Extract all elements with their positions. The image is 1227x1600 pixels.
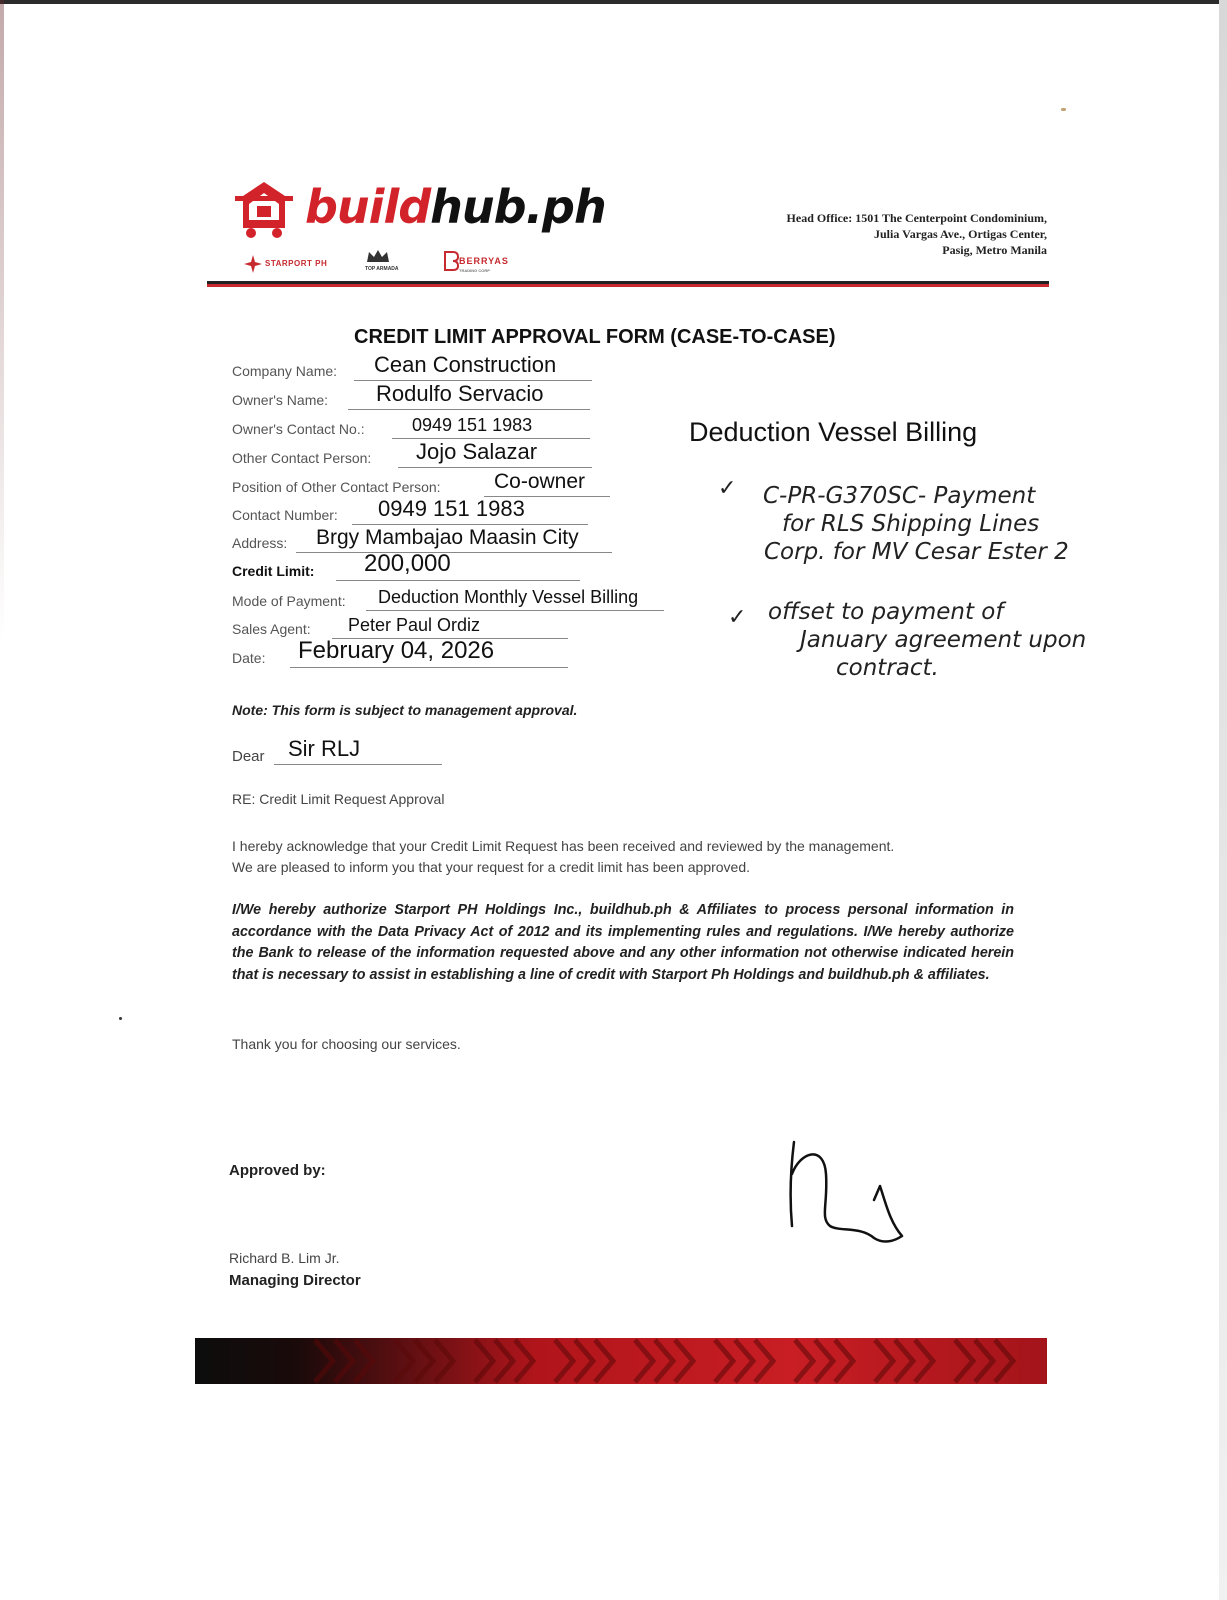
field-label: Position of Other Contact Person: xyxy=(232,479,441,495)
field-underline xyxy=(336,580,580,581)
signatory-title: Managing Director xyxy=(229,1272,361,1289)
paragraph-line: I hereby acknowledge that your Credit Limit Request has been received and reviewed by the management. xyxy=(232,838,895,854)
field-label: Company Name: xyxy=(232,363,338,379)
field-label: Date: xyxy=(232,650,266,666)
head-office-line: Pasig, Metro Manila xyxy=(942,243,1047,257)
field-value: 0949 151 1983 xyxy=(412,415,533,435)
approved-by-label: Approved by: xyxy=(229,1162,326,1179)
starport-text: STARPORT PH xyxy=(265,259,328,268)
field-credit-limit xyxy=(232,550,580,581)
data-privacy-authorization: I/We hereby authorize Starport PH Holdings Inc., buildhub.ph & Affiliates to process personal information in accordance with the Data Privacy Act of 2012 and its implementing rules and regulations. I/We hereby authorize the Bank to release of the information requested above and any other information not otherwise indicated herein that is necessary to assist in establishing a line of credit with Starport Ph Holdings and buildhub.ph & affiliates. xyxy=(232,902,1014,983)
field-label: Owner's Contact No.: xyxy=(232,421,365,437)
acknowledgement-paragraph xyxy=(232,836,1012,878)
field-label: Mode of Payment: xyxy=(232,593,346,609)
scan-top-edge xyxy=(0,0,1227,4)
field-value: Jojo Salazar xyxy=(416,439,538,464)
field-underline xyxy=(398,467,592,468)
handwritten-line: January agreement upon xyxy=(800,627,1087,653)
field-label: Sales Agent: xyxy=(232,621,311,637)
field-underline xyxy=(290,667,568,668)
field-owner-contact xyxy=(232,411,590,439)
subject-line: RE: Credit Limit Request Approval xyxy=(232,791,445,807)
buildhub-logo-icon xyxy=(233,178,295,240)
scan-speck xyxy=(1061,108,1066,111)
field-label: Owner's Name: xyxy=(232,392,329,408)
approval-note: Note: This form is subject to management approval. xyxy=(232,702,578,718)
berryas-icon xyxy=(443,250,459,272)
field-label: Address: xyxy=(232,535,288,551)
wordmark-red-part: build xyxy=(305,180,431,234)
field-company-name xyxy=(232,353,592,381)
scan-right-edge xyxy=(1219,0,1227,1600)
affiliate-logos xyxy=(243,248,543,278)
berryas-tagline: TRADING CORP xyxy=(459,268,490,273)
field-value: Brgy Mambajao Maasin City xyxy=(316,526,579,549)
checkmark-icon: ✓ xyxy=(728,604,747,629)
top-armada-text: TOP ARMADA xyxy=(365,266,399,272)
field-sales-agent xyxy=(232,611,568,639)
crown-icon xyxy=(365,248,391,264)
handwritten-signature xyxy=(780,1134,920,1254)
buildhub-wordmark xyxy=(305,180,606,234)
field-value: February 04, 2026 xyxy=(298,637,495,664)
head-office-line: Julia Vargas Ave., Ortigas Center, xyxy=(874,227,1047,241)
handwritten-line: Corp. for MV Cesar Ester 2 xyxy=(764,539,1069,565)
starport-icon xyxy=(243,254,263,274)
checkmark-icon: ✓ xyxy=(718,475,737,500)
starport-logo xyxy=(243,254,328,276)
field-underline xyxy=(348,409,590,410)
field-value: 200,000 xyxy=(364,550,451,577)
field-mode-of-payment xyxy=(232,583,672,611)
field-value: 0949 151 1983 xyxy=(378,496,525,521)
handwritten-line: offset to payment of xyxy=(768,599,1004,625)
paragraph-line: We are pleased to inform you that your request for a credit limit has been approved. xyxy=(232,859,751,875)
side-note-title: Deduction Vessel Billing xyxy=(689,417,978,447)
handwritten-line: contract. xyxy=(836,655,939,681)
salutation-label: Dear xyxy=(232,748,265,765)
field-date xyxy=(232,637,568,668)
field-value: Peter Paul Ordiz xyxy=(348,615,481,635)
field-label: Contact Number: xyxy=(232,507,338,523)
header-divider-red xyxy=(207,284,1049,287)
form-title: CREDIT LIMIT APPROVAL FORM (CASE-TO-CASE) xyxy=(354,326,836,348)
salutation-recipient: Sir RLJ xyxy=(288,736,361,761)
handwritten-line: for RLS Shipping Lines xyxy=(782,511,1040,537)
thank-you-line: Thank you for choosing our services. xyxy=(232,1036,461,1052)
wordmark-black-part: hub.ph xyxy=(430,180,606,234)
scan-speck xyxy=(119,1017,122,1020)
signatory-name: Richard B. Lim Jr. xyxy=(229,1250,340,1266)
scan-left-edge xyxy=(0,0,4,1600)
head-office-address xyxy=(787,210,1047,258)
field-other-contact-person xyxy=(232,440,592,468)
salutation xyxy=(232,733,442,765)
top-armada-logo xyxy=(365,248,399,272)
field-value: Deduction Monthly Vessel Billing xyxy=(378,587,639,607)
berryas-text: BERRYAS xyxy=(459,256,509,266)
field-value: Co-owner xyxy=(494,470,586,493)
field-position xyxy=(232,469,610,497)
field-label: Credit Limit: xyxy=(232,563,315,579)
field-value: Cean Construction xyxy=(374,352,557,377)
field-value: Rodulfo Servacio xyxy=(376,381,544,406)
field-contact-number xyxy=(232,497,588,525)
field-owner-name xyxy=(232,382,590,410)
salutation-underline xyxy=(274,764,442,765)
handwritten-line: C-PR-G370SC- Payment xyxy=(763,483,1036,509)
head-office-line: Head Office: 1501 The Centerpoint Condominium, xyxy=(786,211,1047,225)
footer-chevron-band xyxy=(195,1338,1047,1384)
berryas-logo xyxy=(443,250,509,274)
field-address xyxy=(232,525,612,553)
chevron-pattern xyxy=(195,1338,1047,1384)
field-label: Other Contact Person: xyxy=(232,450,372,466)
